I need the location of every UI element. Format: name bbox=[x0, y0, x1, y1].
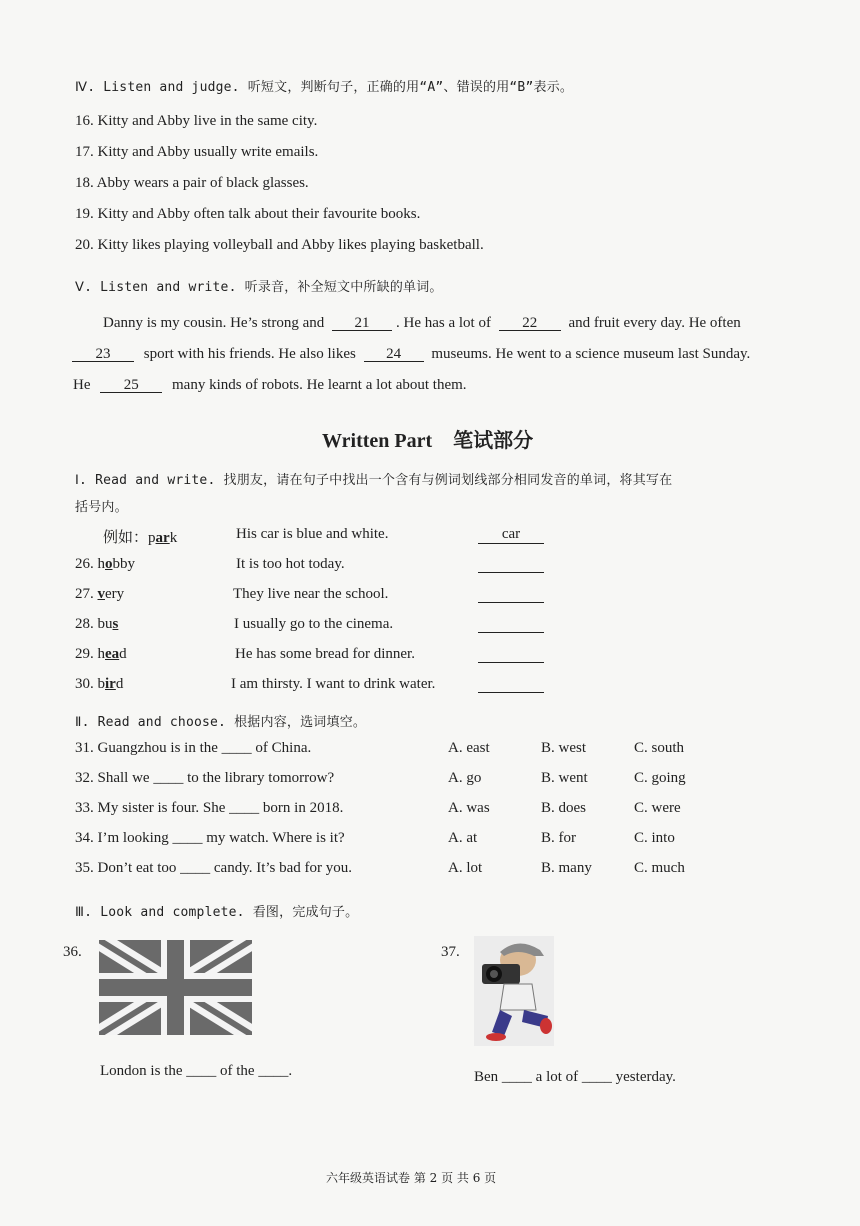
section-iii-heading: Ⅲ. Look and complete. 看图，完成句子。 bbox=[75, 905, 359, 920]
passage-text: Danny is my cousin. He’s strong and bbox=[103, 315, 325, 331]
option-35-a[interactable]: A. lot bbox=[448, 860, 483, 876]
section-v-heading: Ⅴ. Listen and write. 听录音，补全短文中所缺的单词。 bbox=[75, 280, 443, 295]
option-32-c[interactable]: C. going bbox=[634, 770, 686, 786]
blank-23[interactable]: 23 bbox=[72, 347, 134, 362]
example-word: 例如：park bbox=[103, 530, 178, 546]
title-en: Written Part bbox=[322, 430, 433, 452]
passage-text: many kinds of robots. He learnt a lot about them. bbox=[172, 377, 467, 393]
option-31-a[interactable]: A. east bbox=[448, 740, 490, 756]
word-26: 26. hobby bbox=[75, 556, 135, 572]
question-37-number: 37. bbox=[441, 944, 460, 960]
section-iv-heading: Ⅳ. Listen and judge. 听短文，判断句子，正确的用“A”、错误的用“B”表示。 bbox=[75, 80, 574, 95]
passage-line-3 bbox=[73, 377, 467, 394]
option-34-a[interactable]: A. at bbox=[448, 830, 478, 846]
passage-text: sport with his friends. He also likes bbox=[143, 346, 356, 362]
option-31-c[interactable]: C. south bbox=[634, 740, 685, 756]
option-35-b[interactable]: B. many bbox=[541, 860, 592, 876]
judge-item-20: 20. Kitty likes playing volleyball and Abby likes playing basketball. bbox=[75, 237, 484, 253]
option-33-a[interactable]: A. was bbox=[448, 800, 490, 816]
word-27: 27. very bbox=[75, 586, 125, 602]
question-36-text: London is the ____ of the ____. bbox=[100, 1063, 293, 1079]
blank-24[interactable]: 24 bbox=[364, 347, 424, 362]
example-answer: car bbox=[478, 526, 544, 544]
answer-line-29[interactable] bbox=[478, 662, 544, 663]
passage-text: He bbox=[73, 377, 91, 393]
choose-question-32: 32. Shall we ____ to the library tomorrow? bbox=[75, 770, 335, 786]
word-28: 28. bus bbox=[75, 616, 119, 632]
choose-question-33: 33. My sister is four. She ____ born in 2018. bbox=[75, 800, 344, 816]
passage-text: and fruit every day. He often bbox=[568, 315, 741, 331]
passage-line-2 bbox=[72, 346, 750, 363]
passage-text: museums. He went to a science museum last Sunday. bbox=[431, 346, 751, 362]
option-33-b[interactable]: B. does bbox=[541, 800, 586, 816]
word-30: 30. bird bbox=[75, 676, 124, 692]
option-34-c[interactable]: C. into bbox=[634, 830, 675, 846]
choose-question-35: 35. Don’t eat too ____ candy. It’s bad for you. bbox=[75, 860, 353, 876]
option-35-c[interactable]: C. much bbox=[634, 860, 685, 876]
option-34-b[interactable]: B. for bbox=[541, 830, 576, 846]
sentence-29: He has some bread for dinner. bbox=[235, 646, 415, 662]
option-31-b[interactable]: B. west bbox=[541, 740, 586, 756]
sentence-27: They live near the school. bbox=[233, 586, 389, 602]
judge-item-18: 18. Abby wears a pair of black glasses. bbox=[75, 175, 309, 191]
answer-line-26[interactable] bbox=[478, 572, 544, 573]
sentence-28: I usually go to the cinema. bbox=[234, 616, 394, 632]
judge-item-17: 17. Kitty and Abby usually write emails. bbox=[75, 144, 319, 160]
option-33-c[interactable]: C. were bbox=[634, 800, 681, 816]
section-i-heading-line2: 括号内。 bbox=[75, 500, 128, 515]
passage-line-1 bbox=[103, 315, 741, 332]
union-jack-flag-image bbox=[99, 940, 252, 1035]
title-zh: 笔试部分 bbox=[453, 428, 534, 452]
question-37-text: Ben ____ a lot of ____ yesterday. bbox=[474, 1069, 676, 1085]
section-ii-heading: Ⅱ. Read and choose. 根据内容，选词填空。 bbox=[75, 715, 367, 730]
answer-line-30[interactable] bbox=[478, 692, 544, 693]
example-sentence: His car is blue and white. bbox=[236, 526, 389, 542]
option-32-b[interactable]: B. went bbox=[541, 770, 588, 786]
word-29: 29. head bbox=[75, 646, 127, 662]
choose-question-31: 31. Guangzhou is in the ____ of China. bbox=[75, 740, 312, 756]
section-i-heading-line1: Ⅰ. Read and write. 找朋友，请在句子中找出一个含有与例词划线部分相同发音的单词，将其写在 bbox=[75, 473, 673, 488]
boy-taking-photo-image bbox=[474, 936, 554, 1046]
blank-22[interactable]: 22 bbox=[499, 316, 561, 331]
judge-item-19: 19. Kitty and Abby often talk about their favourite books. bbox=[75, 206, 421, 222]
option-32-a[interactable]: A. go bbox=[448, 770, 482, 786]
blank-25[interactable]: 25 bbox=[100, 378, 162, 393]
sentence-30: I am thirsty. I want to drink water. bbox=[231, 676, 436, 692]
page-footer: 六年级英语试卷 第 2 页 共 6 页 bbox=[326, 1171, 497, 1185]
written-part-title bbox=[322, 424, 533, 453]
blank-21[interactable]: 21 bbox=[332, 316, 392, 331]
judge-item-16: 16. Kitty and Abby live in the same city. bbox=[75, 113, 318, 129]
answer-line-28[interactable] bbox=[478, 632, 544, 633]
answer-line-27[interactable] bbox=[478, 602, 544, 603]
passage-text: . He has a lot of bbox=[395, 315, 491, 331]
sentence-26: It is too hot today. bbox=[236, 556, 345, 572]
question-36-number: 36. bbox=[63, 944, 82, 960]
choose-question-34: 34. I’m looking ____ my watch. Where is it? bbox=[75, 830, 345, 846]
